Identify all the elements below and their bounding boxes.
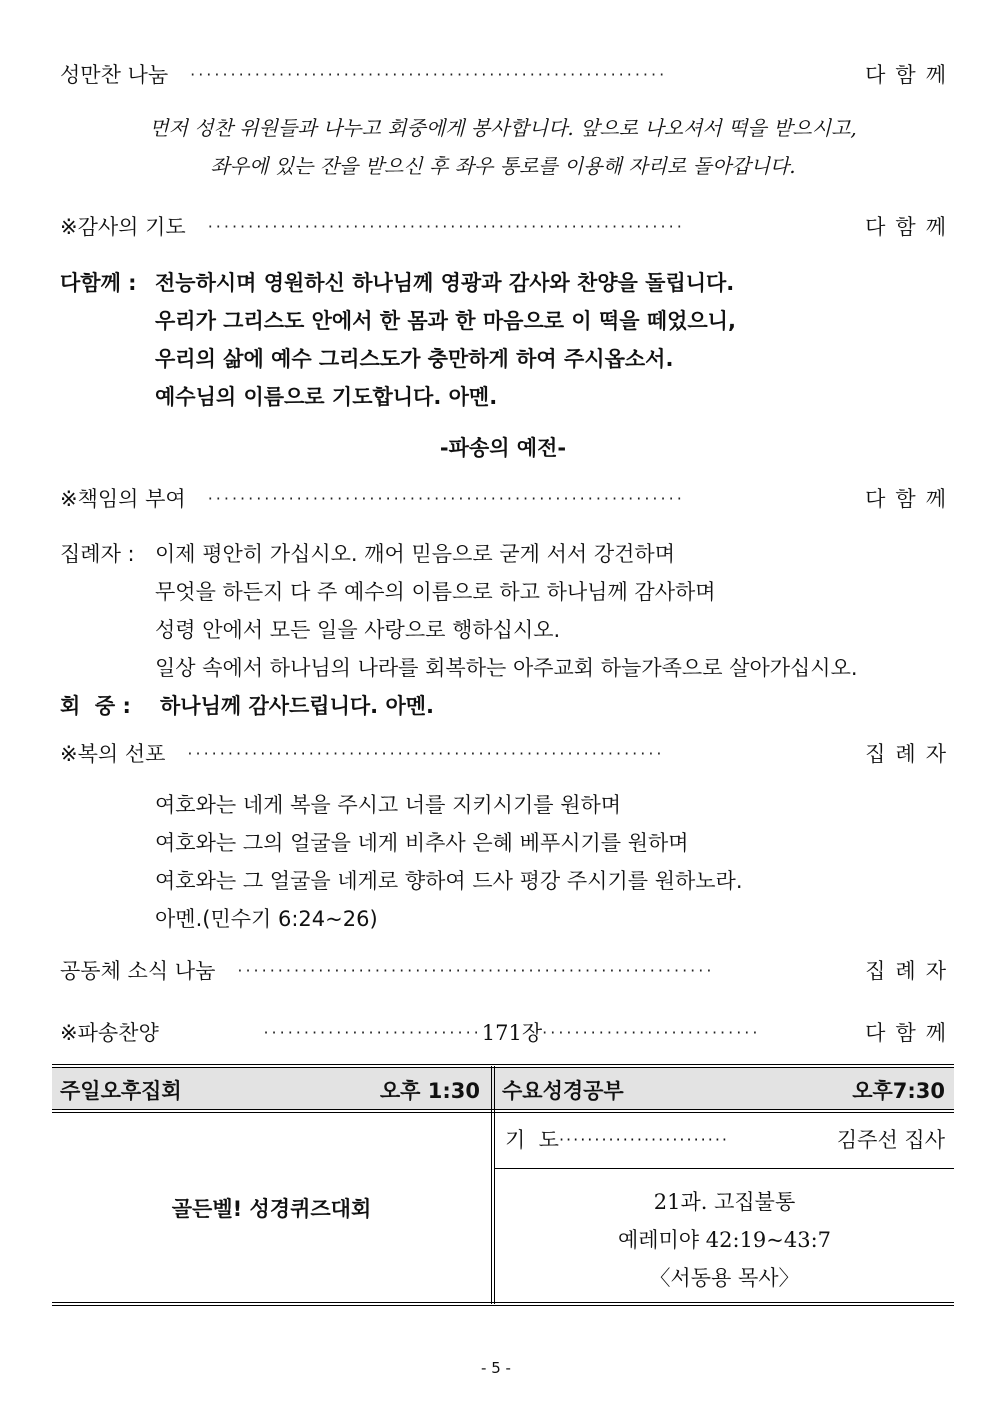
responder-label: 다함께	[865, 215, 956, 239]
responder-label: 집례자	[865, 742, 956, 766]
hymn-number: 171장	[481, 1021, 543, 1045]
lesson-speaker: 〈서동용 목사〉	[649, 1266, 800, 1290]
leader-dots: ···························································	[207, 216, 685, 236]
benediction-line: 여호와는 그의 얼굴을 네게 비추사 은혜 베푸시기를 원하며	[155, 831, 689, 855]
prayer-divider	[495, 1168, 954, 1169]
thanks-prayer-label: ※감사의 기도	[60, 215, 186, 239]
bottom-border	[52, 1305, 954, 1306]
communion-note-line: 좌우에 있는 잔을 받으신 후 좌우 통로를 이용해 자리로 돌아갑니다.	[210, 154, 796, 178]
top-border	[52, 1064, 954, 1065]
communion-note-line: 먼저 성찬 위원들과 나누고 회중에게 봉사합니다. 앞으로 나오셔서 떡을 받으시고,	[149, 116, 857, 140]
leader-dots: ···························································	[207, 488, 685, 508]
prayer-label: 기 도	[505, 1128, 559, 1152]
sunday-time: 오후 1:30	[379, 1079, 480, 1103]
header-divider	[52, 1112, 954, 1113]
benediction-line: 아멘.(민수기 6:24~26)	[155, 907, 378, 931]
wednesday-time: 오후7:30	[852, 1079, 945, 1103]
benediction-line: 여호와는 그 얼굴을 네게로 향하여 드사 평강 주시기를 원하노라.	[155, 869, 743, 893]
commission-row	[60, 481, 956, 515]
wednesday-lesson-block	[495, 1183, 954, 1297]
news-row	[60, 953, 956, 987]
benediction-row	[60, 736, 956, 770]
thanks-prayer-row	[60, 209, 956, 243]
congregation-response: 하나님께 감사드립니다. 아멘.	[160, 694, 435, 718]
benediction-label: ※복의 선포	[60, 742, 166, 766]
prayer-dots: ························	[558, 1129, 729, 1149]
leader-dots: ···························································	[237, 960, 715, 980]
commission-line: 이제 평안히 가십시오. 깨어 믿음으로 굳게 서서 강건하며	[155, 542, 675, 566]
sunday-event: 골든벨! 성경퀴즈대회	[171, 1197, 372, 1221]
leader-dots: ···························································	[190, 64, 668, 84]
leader-dots: ···························································	[187, 743, 665, 763]
section-title: -파송의 예전-	[439, 436, 567, 460]
commission-line: 일상 속에서 하나님의 나라를 회복하는 아주교회 하늘가족으로 살아가십시오.	[155, 656, 858, 680]
prayer-line: 예수님의 이름으로 기도합니다. 아멘.	[155, 385, 498, 409]
wednesday-prayer-row	[505, 1124, 945, 1154]
responder-label: 다함께	[865, 1021, 957, 1045]
commission-line: 성령 안에서 모든 일을 사랑으로 행하십시오.	[155, 618, 561, 642]
prayer-person: 김주선 집사	[836, 1128, 945, 1152]
responder-label: 집례자	[865, 959, 956, 983]
wednesday-title: 수요성경공부	[502, 1079, 624, 1103]
sending-hymn-label: ※파송찬양	[60, 1021, 159, 1045]
page-number: - 5 -	[481, 1359, 511, 1377]
lesson-passage: 예레미야 42:19~43:7	[617, 1228, 832, 1252]
congregation-speaker-label: 회 중 :	[60, 694, 131, 718]
prayer-line: 우리의 삶에 예수 그리스도가 충만하게 하여 주시옵소서.	[155, 347, 674, 371]
communion-label: 성만찬 나눔	[60, 63, 169, 87]
column-divider	[491, 1066, 492, 1304]
speaker-label: 집례자 :	[60, 542, 135, 566]
speaker-label: 다함께 :	[60, 271, 137, 295]
bottom-border	[52, 1302, 954, 1303]
responder-label: 다함께	[865, 63, 956, 87]
commission-label: ※책임의 부여	[60, 487, 186, 511]
communion-note	[60, 109, 946, 185]
communion-row	[60, 57, 956, 91]
commission-line: 무엇을 하든지 다 주 예수의 이름으로 하고 하나님께 감사하며	[155, 580, 716, 604]
sunday-title: 주일오후집회	[60, 1079, 182, 1103]
sending-hymn-row	[60, 1015, 957, 1049]
leader-dots: ···························	[542, 1022, 761, 1042]
leader-dots: ···························	[263, 1022, 482, 1042]
news-label: 공동체 소식 나눔	[60, 959, 216, 983]
benediction-line: 여호와는 네게 복을 주시고 너를 지키시기를 원하며	[155, 793, 622, 817]
responder-label: 다함께	[865, 487, 956, 511]
lesson-title: 21과. 고집불통	[653, 1190, 796, 1214]
header-divider	[52, 1109, 954, 1110]
prayer-line: 우리가 그리스도 안에서 한 몸과 한 마음으로 이 떡을 떼었으니,	[155, 309, 736, 333]
prayer-line: 전능하시며 영원하신 하나님께 영광과 감사와 찬양을 돌립니다.	[155, 271, 735, 295]
